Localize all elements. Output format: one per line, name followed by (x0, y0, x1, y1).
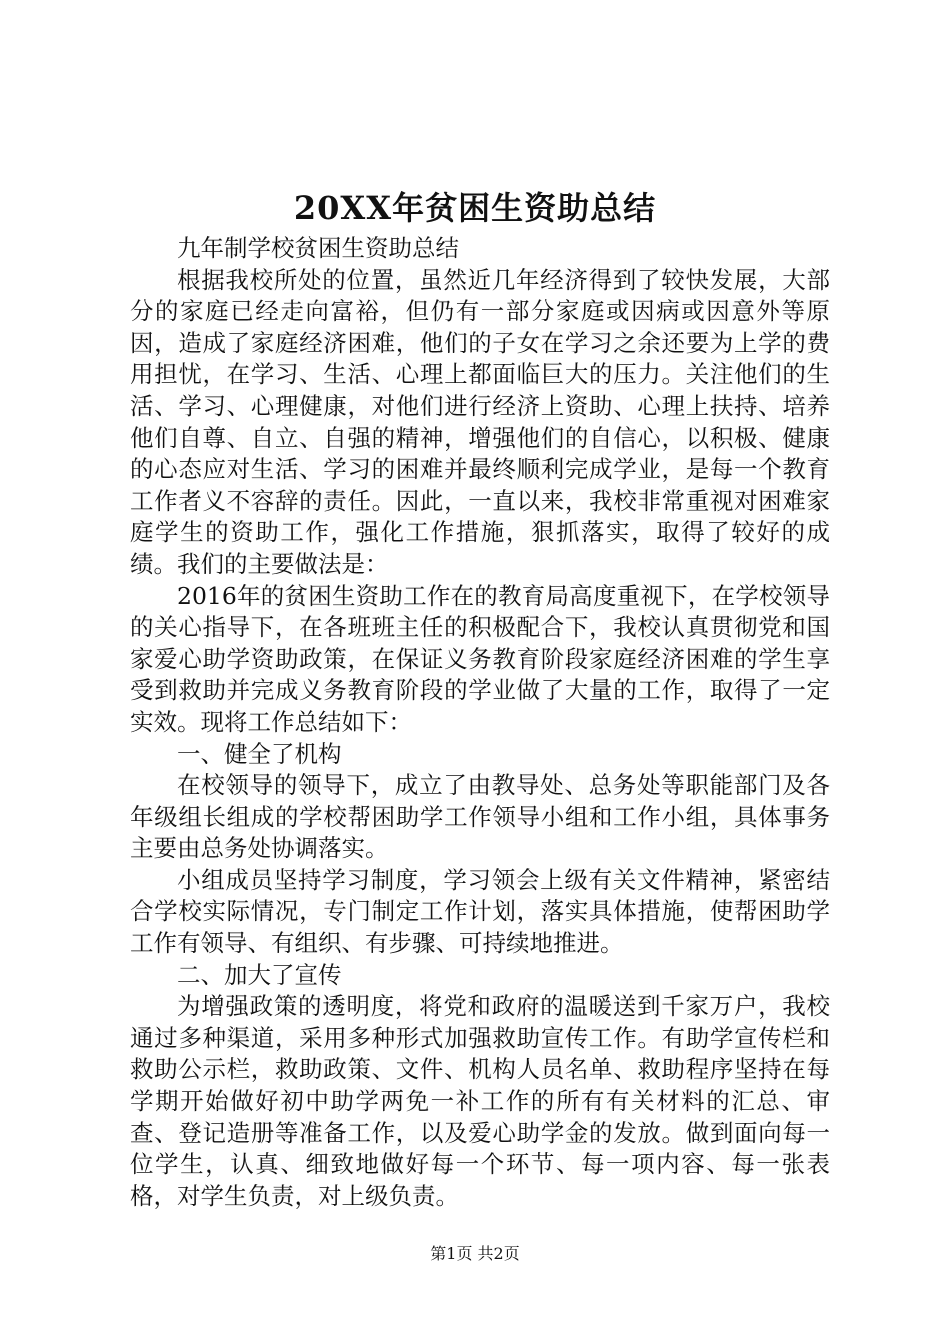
body-paragraph: 根据我校所处的位置，虽然近几年经济得到了较快发展，大部分的家庭已经走向富裕，但仍有一部分家庭或因病或因意外等原因，造成了家庭经济困难，他们的子女在学习之余还要为上学的费用担忧，在学习、生活、心理上都面临巨大的压力。关注他们的生活、学习、心理健康，对他们进行经济上资助、心理上扶持、培养他们自尊、自立、自强的精神，增强他们的自信心，以积极、健康的心态应对生活、学习的困难并最终顺利完成学业，是每一个教育工作者义不容辞的责任。因此，一直以来，我校非常重视对困难家庭学生的资助工作，强化工作措施，狠抓落实，取得了较好的成绩。我们的主要做法是： (130, 265, 830, 578)
subtitle-paragraph: 九年制学校贫困生资助总结 (177, 234, 459, 262)
body-paragraph: 小组成员坚持学习制度，学习领会上级有关文件精神，紧密结合学校实际情况，专门制定工作计划，落实具体措施，使帮困助学工作有领导、有组织、有步骤、可持续地推进。 (130, 865, 830, 958)
body-paragraph: 2016年的贫困生资助工作在的教育局高度重视下，在学校领导的关心指导下，在各班班主任的积极配合下，我校认真贯彻党和国家爱心助学资助政策，在保证义务教育阶段家庭经济困难的学生享受到救助并完成义务教育阶段的学业做了大量的工作，取得了一定实效。现将工作总结如下： (130, 581, 830, 736)
body-paragraph: 在校领导的领导下，成立了由教导处、总务处等职能部门及各年级组长组成的学校帮困助学工作领导小组和工作小组，具体事务主要由总务处协调落实。 (130, 771, 830, 863)
page-footer: 第1页 共2页 (430, 1244, 520, 1263)
document-title: 20XX年贫困生资助总结 (293, 189, 657, 227)
document-body (130, 233, 830, 1212)
body-paragraph: 为增强政策的透明度，将党和政府的温暖送到千家万户，我校通过多种渠道，采用多种形式加强救助宣传工作。有助学宣传栏和救助公示栏，救助政策、文件、机构人员名单、救助程序坚持在每学期开始做好初中助学两免一补工作的所有有关材料的汇总、审查、登记造册等准备工作，以及爱心助学金的发放。做到面向每一位学生，认真、细致地做好每一个环节、每一项内容、每一张表格，对学生负责，对上级负责。 (130, 992, 830, 1210)
section-heading: 二、加大了宣传 (177, 960, 342, 989)
section-heading: 一、健全了机构 (177, 739, 342, 768)
